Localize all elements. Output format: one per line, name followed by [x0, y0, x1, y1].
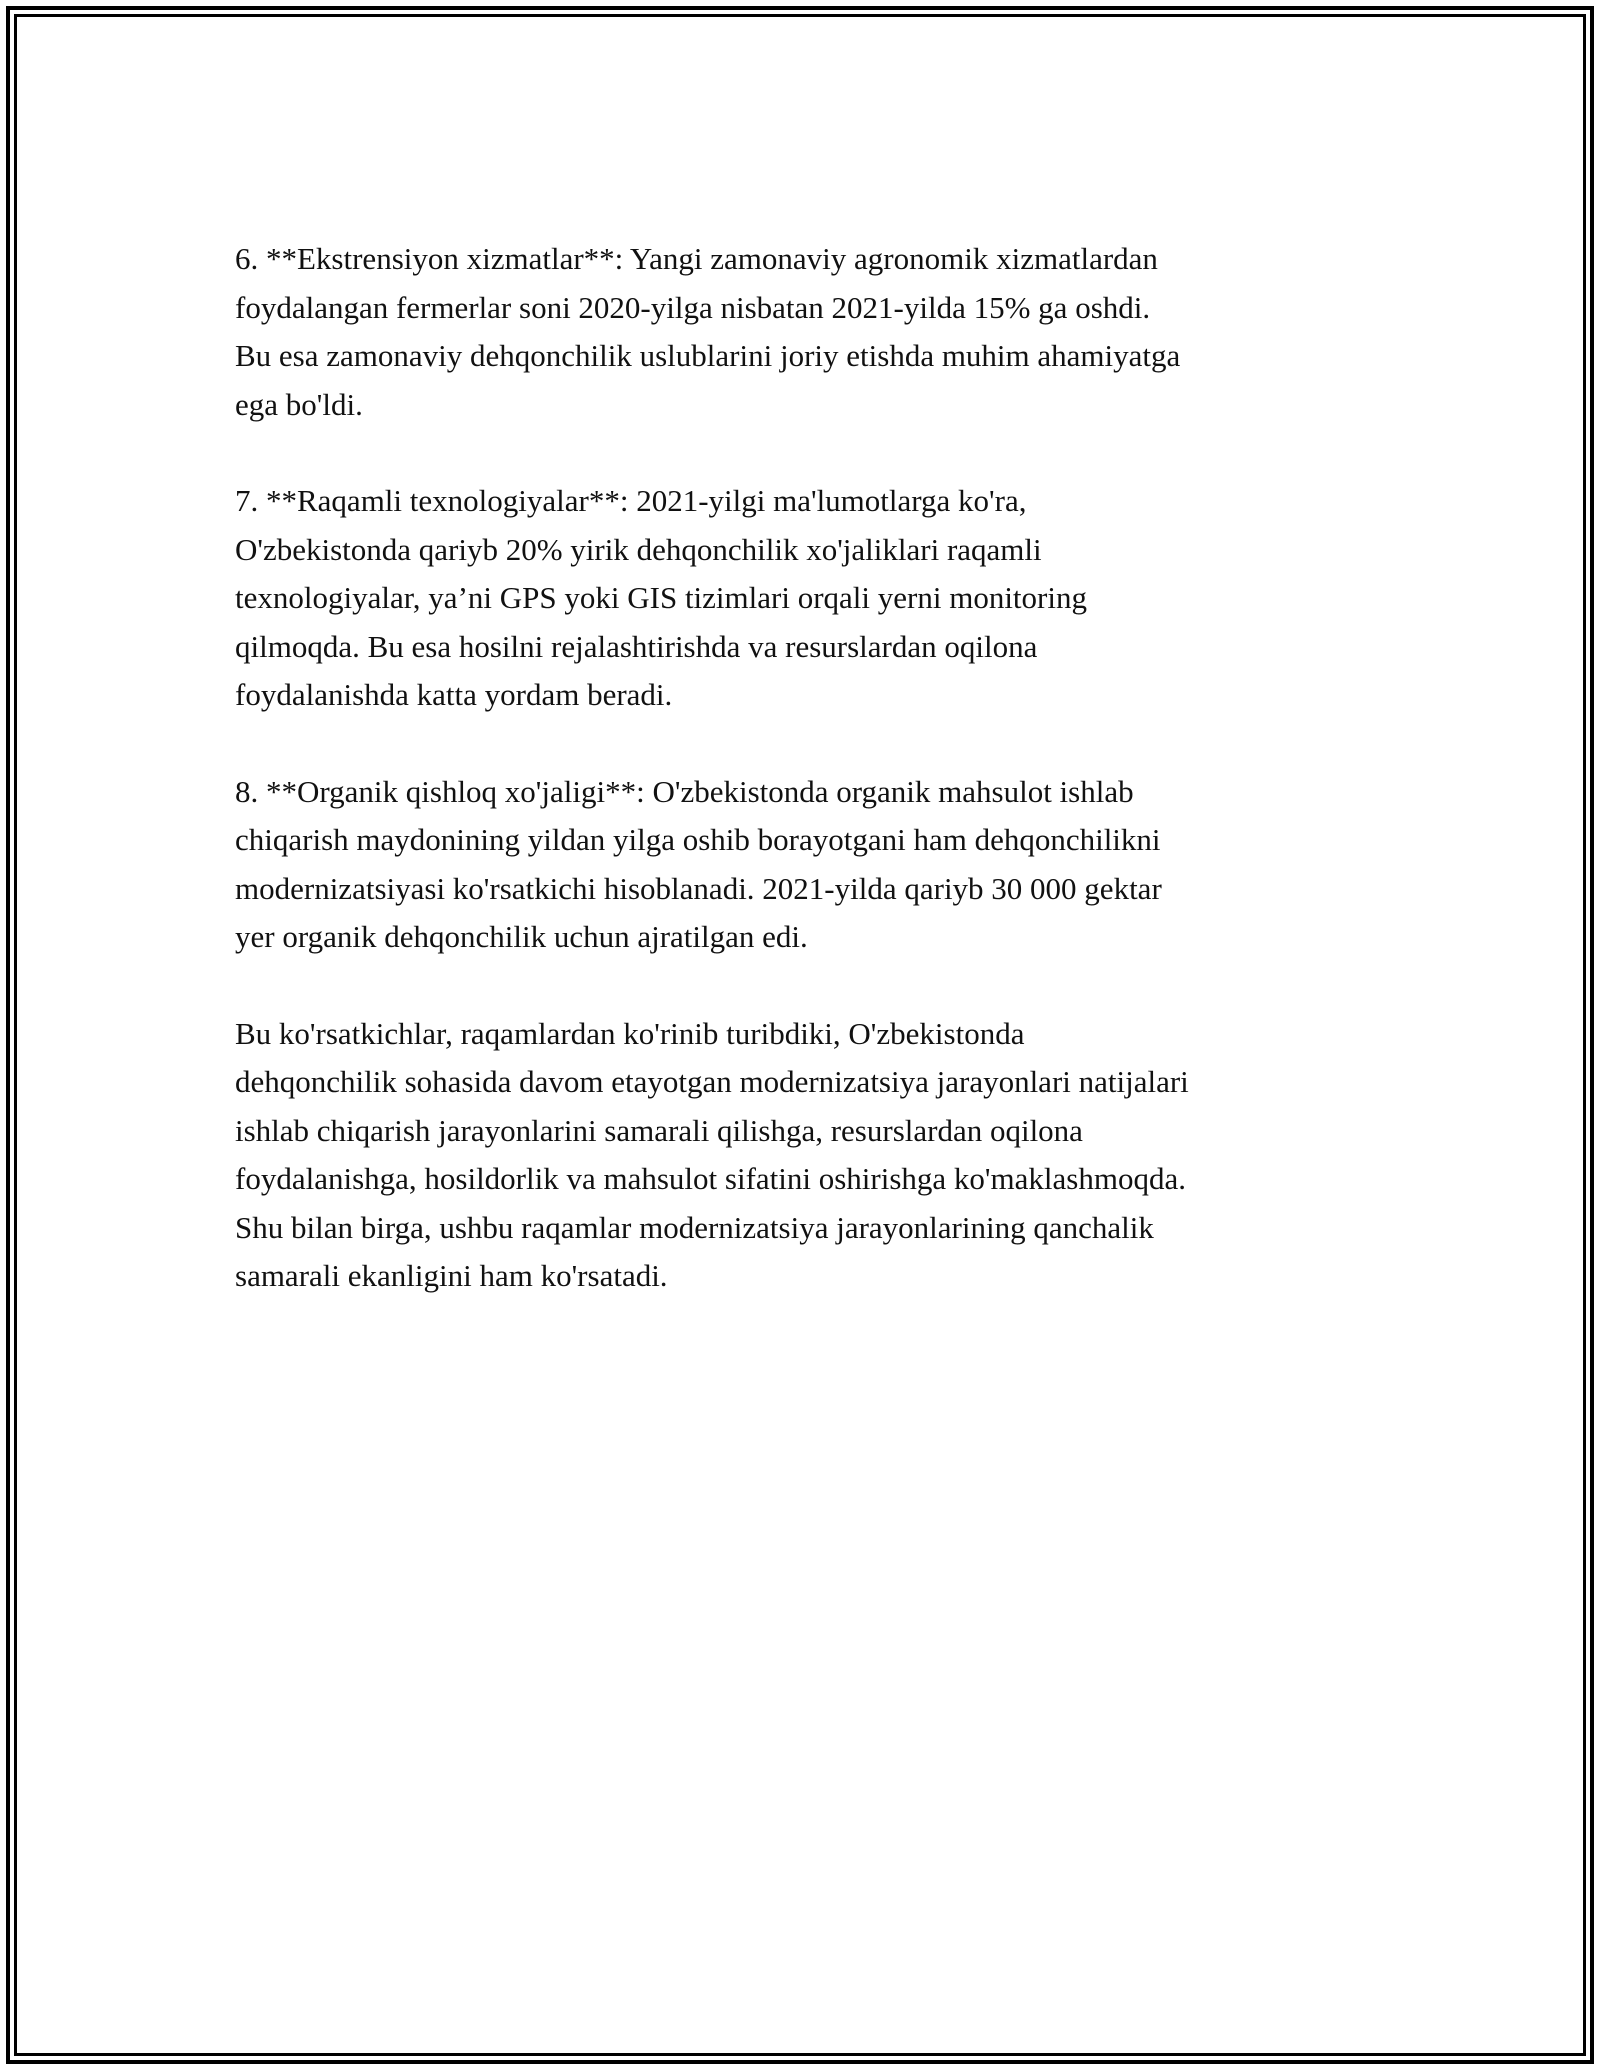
paragraph-line: foydalanishga, hosildorlik va mahsulot sifatini oshirishga ko'maklashmoqda.: [235, 1161, 1186, 1196]
paragraph-line: foydalanishda katta yordam beradi.: [235, 677, 673, 712]
paragraph-line: Bu esa zamonaviy dehqonchilik uslublarini joriy etishda muhim ahamiyatga: [235, 338, 1181, 373]
document-body: [235, 235, 1375, 1349]
paragraph-line: texnologiyalar, ya’ni GPS yoki GIS tizimlari orqali yerni monitoring: [235, 580, 1087, 615]
paragraph-line: Bu ko'rsatkichlar, raqamlardan ko'rinib turibdiki, O'zbekistonda: [235, 1015, 1025, 1051]
paragraph-line: qilmoqda. Bu esa hosilni rejalashtirishda va resurslardan oqilona: [235, 628, 1038, 664]
paragraph-line: modernizatsiyasi ko'rsatkichi hisoblanadi. 2021-yilda qariyb 30 000 gektar: [235, 870, 1162, 906]
paragraph-line: 7. **Raqamli texnologiyalar**: 2021-yilgi ma'lumotlarga ko'ra,: [235, 483, 1027, 518]
paragraph-line: 8. **Organik qishloq xo'jaligi**: O'zbekistonda organik mahsulot ishlab: [235, 773, 1134, 809]
paragraph-organic-agriculture: [235, 768, 1375, 962]
paragraph-line: Shu bilan birga, ushbu raqamlar modernizatsiya jarayonlarining qanchalik: [235, 1209, 1154, 1245]
paragraph-line: ishlab chiqarish jarayonlarini samarali qilishga, resurslardan oqilona: [235, 1112, 1083, 1148]
paragraph-line: 6. **Ekstrensiyon xizmatlar**: Yangi zamonaviy agronomik xizmatlardan: [235, 241, 1158, 276]
paragraph-line: ega bo'ldi.: [235, 386, 363, 422]
paragraph-line: foydalangan fermerlar soni 2020-yilga nisbatan 2021-yilda 15% ga oshdi.: [235, 289, 1151, 325]
paragraph-conclusion: [235, 1010, 1375, 1301]
paragraph-line: chiqarish maydonining yildan yilga oshib borayotgani ham dehqonchilikni: [235, 822, 1161, 857]
paragraph-line: yer organik dehqonchilik uchun ajratilgan edi.: [235, 919, 808, 954]
paragraph-line: samarali ekanligini ham ko'rsatadi.: [235, 1258, 668, 1293]
paragraph-line: O'zbekistonda qariyb 20% yirik dehqonchilik xo'jaliklari raqamli: [235, 531, 1042, 567]
paragraph-digital-technologies: [235, 477, 1375, 720]
paragraph-line: dehqonchilik sohasida davom etayotgan modernizatsiya jarayonlari natijalari: [235, 1064, 1189, 1099]
paragraph-extension-services: [235, 235, 1375, 429]
